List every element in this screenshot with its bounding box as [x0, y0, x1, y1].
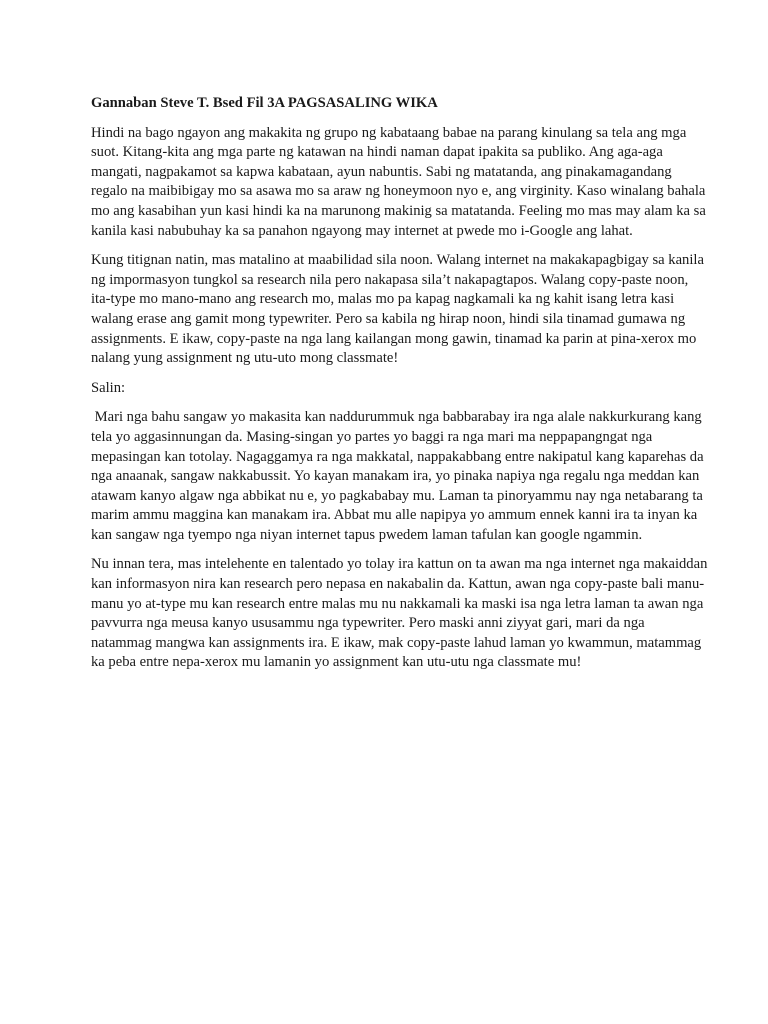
paragraph-original-1: Hindi na bago ngayon ang makakita ng grupo ng kabataang babae na parang kinulang sa tela ang mga suot. Kitang-kita ang mga parte ng katawan na hindi naman dapat ipakita sa publiko. Ang aga-aga mangati, nagpakamot sa kapwa kabataan, ayun nabuntis. Sabi ng matatanda, ang pinakamagandang regalo na maibibigay mo sa asawa mo sa araw ng honeymoon nyo e, ang virginity. Kaso winalang bahala mo ang kasabihan yun kasi hindi ka na marunong makinig sa matatanda. Feeling mo mas may alam ka sa kanila kasi nabubuhay ka sa panahon ngayong may internet at pwede mo i-Google ang lahat. — [91, 124, 706, 239]
paragraph-original-2: Kung titignan natin, mas matalino at maabilidad sila noon. Walang internet na makakapagbigay sa kanila ng impormasyon tungkol sa research nila pero nakapasa sila’t nakapagtapos. Walang copy-paste noon, ita-type mo mano-mano ang research mo, malas mo pa kapag nagkamali ka ng kahit isang letra kasi walang erase ang gamit mong typewriter. Pero sa kabila ng hirap noon, hindi sila tinamad gumawa ng assignments. E ikaw, copy-paste na nga lang kailangan mong gawin, tinamad ka parin at pina-xerox mo nalang yung assignment ng utu-uto mong classmate! — [91, 252, 704, 367]
paragraph-translation-1: Mari nga bahu sangaw yo makasita kan naddurummuk nga babbarabay ira nga alale nakkurkurang kang tela yo aggasinnungan da. Masing-singan yo partes yo baggi ra nga mari ma neppapangngat nga mepasingan kan totolay. Nagaggamya ra nga makkatal, nappakabbang entre nakipatul kang kaparehas da nga anaanak, sangaw nakkabussit. Yo kayan manakam ira, yo pinaka napiya nga regalu nga meddan kan atawam kanyo algaw nga abbikat nu e, yo pagkababay mu. Laman ta pinoryammu nay nga netabarang ta marim ammu maggina kan manakam ira. Abbat mu alle napipya yo ammum ennek kanni ira ta inyan ka kan sangaw nga tyempo nga niyan internet tapus pwedem laman tafulan kan google ngammin. — [91, 409, 708, 543]
salin-label: Salin: — [91, 379, 126, 396]
paragraph-translation-2: Nu innan tera, mas intelehente en talentado yo tolay ira kattun on ta awan ma nga internet nga makaiddan kan informasyon nira kan research pero nepasa en nakabalin da. Kattun, awan nga copy-paste bali manu-manu yo at-type mu kan research entre malas mu nu nakkamali ka maski isa nga letra laman ta awan nga pavvurra nga meusa kanyo ususammu nga typewriter. Pero maski anni ziyyat gari, mari da nga natammag mangwa kan assignments ira. E ikaw, mak copy-paste lahud laman yo kwammun, matammag ka peba entre nepa-xerox mu lamanin yo assignment kan utu-utu nga classmate mu! — [91, 556, 708, 671]
document-heading: Gannaban Steve T. Bsed Fil 3A PAGSASALING WIKA — [91, 95, 438, 111]
